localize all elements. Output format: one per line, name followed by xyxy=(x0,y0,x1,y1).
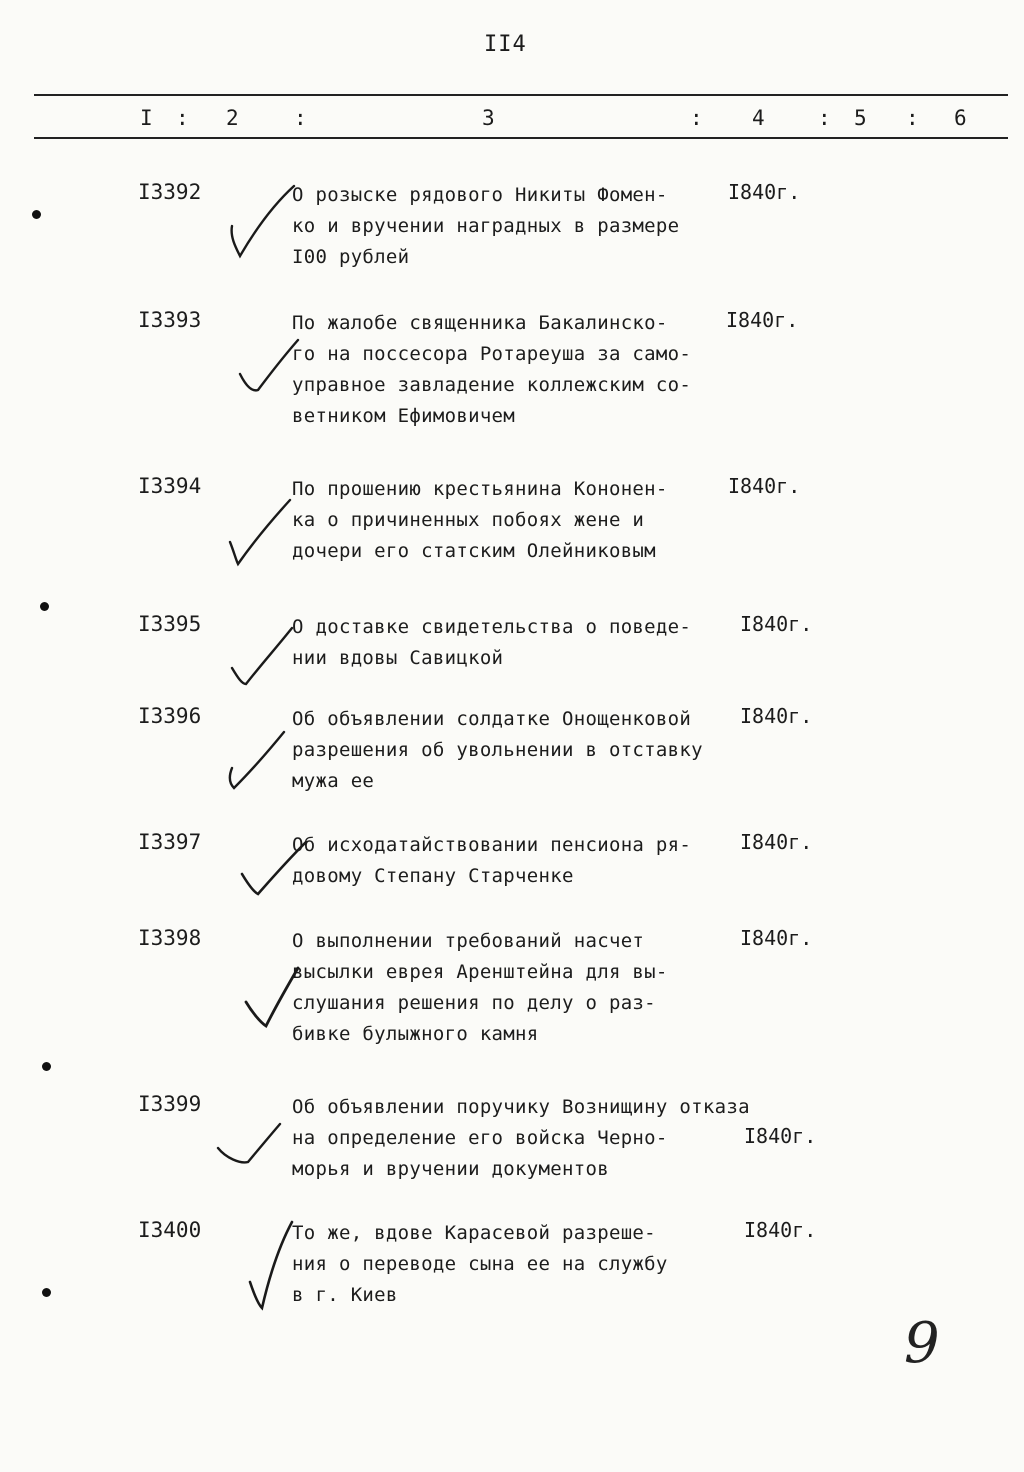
description-line: слушания решения по делу о раз- xyxy=(292,992,656,1014)
description-line: По жалобе священника Бакалинско- xyxy=(292,312,668,334)
description-line: Об объявлении поручику Вознищину отказа xyxy=(292,1096,750,1118)
description-line: на определение его войска Черно- xyxy=(292,1127,668,1149)
description-line: Об объявлении солдатке Онощенковой xyxy=(292,708,692,730)
header-top-rule xyxy=(34,94,1008,96)
entry-year: I840г. xyxy=(726,308,799,332)
description-line: I00 рублей xyxy=(292,246,410,268)
description-line: О розыске рядового Никиты Фомен- xyxy=(292,184,668,206)
description-line: дочери его статским Олейниковым xyxy=(292,540,656,562)
description-line: разрешения об увольнении в отставку xyxy=(292,739,703,761)
entry-number: I3397 xyxy=(138,830,202,854)
entry-year: I840г. xyxy=(728,474,801,498)
entry-year: I840г. xyxy=(740,612,813,636)
check-mark-icon xyxy=(222,496,298,570)
check-mark-icon xyxy=(222,724,294,794)
description-line: По прошению крестьянина Кононен- xyxy=(292,478,668,500)
column-separator: : xyxy=(690,106,703,130)
entry-description xyxy=(292,612,732,674)
header-bottom-rule xyxy=(34,137,1008,139)
entry-number: I3393 xyxy=(138,308,202,332)
punch-hole-dot xyxy=(40,602,49,611)
entry-description xyxy=(292,308,732,432)
entry-description xyxy=(292,474,732,567)
description-line: О выполнении требований насчет xyxy=(292,930,645,952)
description-line: управное завладение коллежским со- xyxy=(292,374,692,396)
description-line: мужа ее xyxy=(292,770,375,792)
punch-hole-dot xyxy=(42,1288,51,1297)
column-header-2: 2 xyxy=(226,106,239,130)
entry-number: I3395 xyxy=(138,612,202,636)
entry-year: I840г. xyxy=(744,1218,817,1242)
entry-number: I3400 xyxy=(138,1218,202,1242)
entry-number: I3398 xyxy=(138,926,202,950)
description-line: Об исходатайствовании пенсиона ря- xyxy=(292,834,692,856)
check-mark-icon xyxy=(222,182,302,264)
column-separator: : xyxy=(294,106,307,130)
column-separator: : xyxy=(176,106,189,130)
page-number: II4 xyxy=(484,32,527,57)
check-mark-icon xyxy=(234,326,304,398)
description-line: нии вдовы Савицкой xyxy=(292,647,504,669)
check-mark-icon xyxy=(224,624,300,690)
description-line: морья и вручении документов xyxy=(292,1158,609,1180)
description-line: ко и вручении наградных в размере xyxy=(292,215,680,237)
punch-hole-dot xyxy=(42,1062,51,1071)
check-mark-icon xyxy=(244,1218,296,1312)
entry-number: I3396 xyxy=(138,704,202,728)
description-line: ния о переводе сына ее на службу xyxy=(292,1253,668,1275)
description-line: в г. Киев xyxy=(292,1284,398,1306)
description-line: бивке булыжного камня xyxy=(292,1023,539,1045)
entry-description xyxy=(292,1218,732,1311)
entry-description xyxy=(292,926,732,1050)
folio-number-mark xyxy=(898,1312,948,1396)
entry-number: I3394 xyxy=(138,474,202,498)
entry-year: I840г. xyxy=(740,830,813,854)
entry-year: I840г. xyxy=(744,1124,817,1148)
entry-year: I840г. xyxy=(728,180,801,204)
entry-description xyxy=(292,1092,750,1185)
column-header-1: I xyxy=(140,106,153,130)
check-mark-icon xyxy=(242,964,302,1034)
check-mark-icon xyxy=(214,1120,284,1168)
description-line: го на поссесора Ротареуша за само- xyxy=(292,343,692,365)
column-separator: : xyxy=(818,106,831,130)
entry-description xyxy=(292,180,732,273)
entry-description xyxy=(292,830,732,892)
column-separator: : xyxy=(906,106,919,130)
description-line: ветником Ефимовичем xyxy=(292,405,516,427)
column-header-5: 5 xyxy=(854,106,867,130)
entry-description xyxy=(292,704,732,797)
entry-number: I3392 xyxy=(138,180,202,204)
description-line: ка о причиненных побоях жене и xyxy=(292,509,645,531)
description-line: высылки еврея Аренштейна для вы- xyxy=(292,961,668,983)
description-line: То же, вдове Карасевой разреше- xyxy=(292,1222,656,1244)
column-header-6: 6 xyxy=(954,106,967,130)
check-mark-icon xyxy=(236,838,312,902)
entry-year: I840г. xyxy=(740,704,813,728)
description-line: О доставке свидетельства о поведе- xyxy=(292,616,692,638)
folio-number: 9 xyxy=(904,1312,940,1376)
column-header-4: 4 xyxy=(752,106,765,130)
description-line: довому Степану Старченке xyxy=(292,865,574,887)
entry-year: I840г. xyxy=(740,926,813,950)
entry-number: I3399 xyxy=(138,1092,202,1116)
punch-hole-dot xyxy=(32,210,41,219)
column-header-3: 3 xyxy=(482,106,495,130)
